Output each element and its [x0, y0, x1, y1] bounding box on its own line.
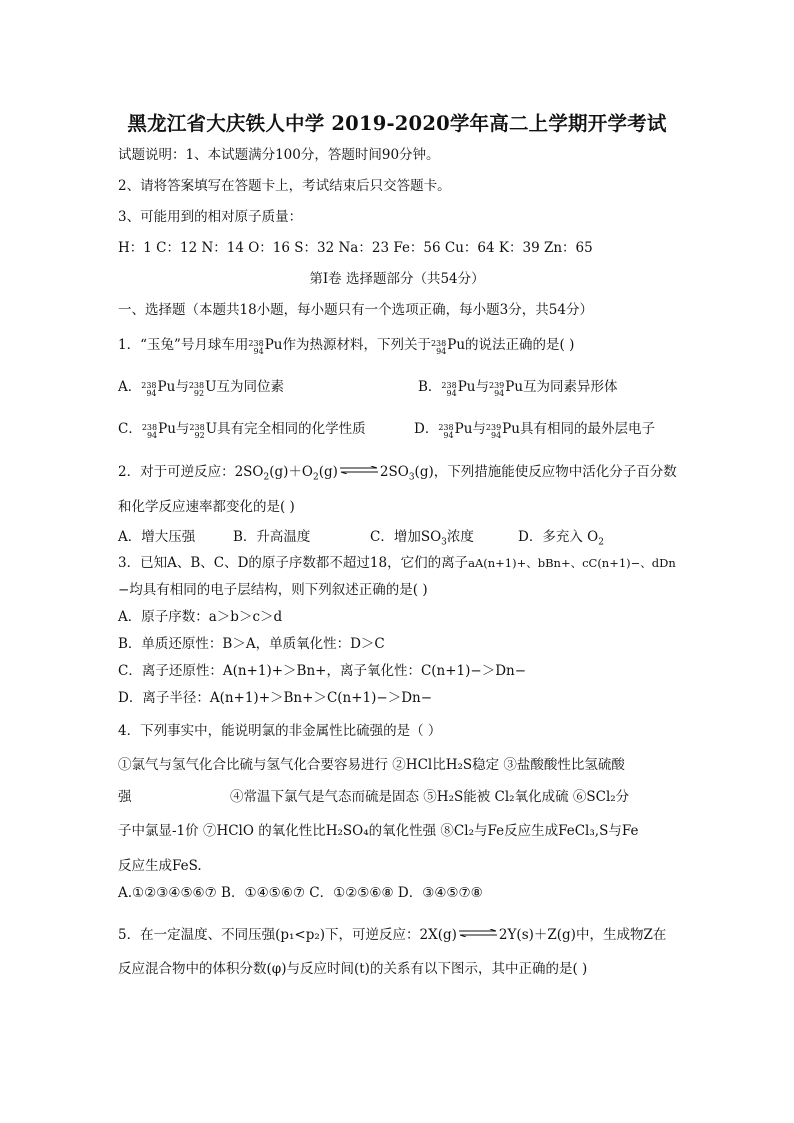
q1-option-d[interactable]: D． 238 94 Pu与 239 94 Pu具有相同的最外层电子 — [414, 421, 655, 440]
q3-option-d[interactable]: D．离子半径：A(n+1)+＞Bn+＞C(n+1)−＞Dn− — [118, 690, 433, 706]
instruction-2: 2、请将答案填写在答题卡上，考试结束后只交答题卡。 — [118, 178, 451, 194]
q2-option-c[interactable]: C．增加$SO_3$浓度 — [370, 529, 474, 548]
question-3-stem: 3．已知A、B、C、D的原子序数都不超过18，它们的离子aA(n+1)+、bBn+、cC(n+1)−、dDn — [118, 555, 676, 571]
question-4-facts-line1: ①氯气与氢气化合比硫与氢气化合要容易进行 ②HCl比H₂S稳定 ③盐酸酸性比氢硫酸 — [118, 757, 625, 773]
question-4-options[interactable]: A.①②③④⑤⑥⑦ B．①④⑤⑥⑦ C．①②⑤⑥⑧ D．③④⑤⑦⑧ — [118, 885, 483, 901]
question-2-stem: 2．对于可逆反应：$2SO_2(g)+O_2(g)$ $2SO_3(g)$，下列措施能使反应物中活化分子百分数 — [118, 464, 677, 483]
question-4-facts-line4: 反应生成FeS. — [118, 858, 202, 874]
equilibrium-arrow-icon — [339, 466, 379, 474]
equilibrium-arrow-icon — [458, 929, 498, 937]
section-title: 第Ⅰ卷 选择题部分（共54分） — [309, 271, 485, 287]
question-1-options-ab — [118, 378, 678, 398]
question-5-stem-line2: 反应混合物中的体积分数(φ)与反应时间(t)的关系有以下图示，其中正确的是( ) — [118, 961, 588, 977]
q3-ions: aA(n+1)+、bBn+、cC(n+1)−、dDn — [468, 556, 676, 570]
q3-option-a[interactable]: A．原子序数：a＞b＞c＞d — [118, 609, 283, 625]
question-4-facts-line3: 子中氯显-1价 ⑦HClO 的氧化性比H₂SO₄的氧化性强 ⑧Cl₂与Fe反应生成FeCl₃,S与Fe — [118, 823, 639, 839]
question-2-stem-line2: 和化学反应速率都变化的是( ) — [118, 499, 295, 515]
q1-option-b[interactable]: B． 238 94 Pu与 239 94 Pu互为同素异形体 — [418, 379, 618, 398]
instruction-3: 3、可能用到的相对原子质量： — [118, 209, 303, 225]
question-1-stem: 1．“玉兔”号月球车用 238 94 Pu作为热源材料，下列关于 238 94 Pu的说法正确的是( ) — [118, 337, 575, 356]
instruction-1: 试题说明：1、本试题满分100分，答题时间90分钟。 — [118, 147, 440, 163]
question-2-options — [118, 528, 678, 546]
question-4-stem: 4．下列事实中，能说明氯的非金属性比硫强的是（ ） — [118, 723, 442, 739]
exam-title: 黑龙江省大庆铁人中学 2019-2020学年高二上学期开学考试 — [127, 112, 667, 135]
q2-option-a[interactable]: A．增大压强 — [118, 529, 196, 545]
question-1-options-cd — [118, 420, 678, 440]
q3-option-b[interactable]: B．单质还原性：B＞A，单质氧化性：D＞C — [118, 636, 385, 652]
pu238-isotope: 238 94 — [430, 339, 447, 356]
atomic-masses: H：1 C：12 N：14 O：16 S：32 Na：23 Fe：56 Cu：64 K：39 Zn：65 — [118, 240, 593, 256]
q2-option-b[interactable]: B．升高温度 — [233, 529, 311, 545]
q2-option-d[interactable]: D．多充入 $O_2$ — [518, 529, 604, 548]
question-5-stem: 5．在一定温度、不同压强(p₁<p₂)下，可逆反应：2X(g) 2Y(s)＋Z(g)中，生成物Z在 — [118, 927, 667, 943]
q1-option-a[interactable]: A． 238 94 Pu与 238 92 U互为同位素 — [118, 379, 284, 398]
question-3-stem-line2: −均具有相同的电子层结构，则下列叙述正确的是( ) — [118, 582, 428, 598]
question-4-facts-line2: 强 ④常温下氯气是气态而硫是固态 ⑤H₂S能被 Cl₂氧化成硫 ⑥SCl₂分 — [118, 789, 630, 805]
pu238-isotope: 238 94 — [248, 339, 264, 356]
section-description: 一、选择题（本题共18小题，每小题只有一个选项正确，每小题3分，共54分） — [118, 302, 593, 318]
q1-option-c[interactable]: C． 238 94 Pu与 238 92 U具有完全相同的化学性质 — [118, 421, 366, 440]
q3-option-c[interactable]: C．离子还原性：A(n+1)+＞Bn+，离子氧化性：C(n+1)−＞Dn− — [118, 663, 527, 679]
